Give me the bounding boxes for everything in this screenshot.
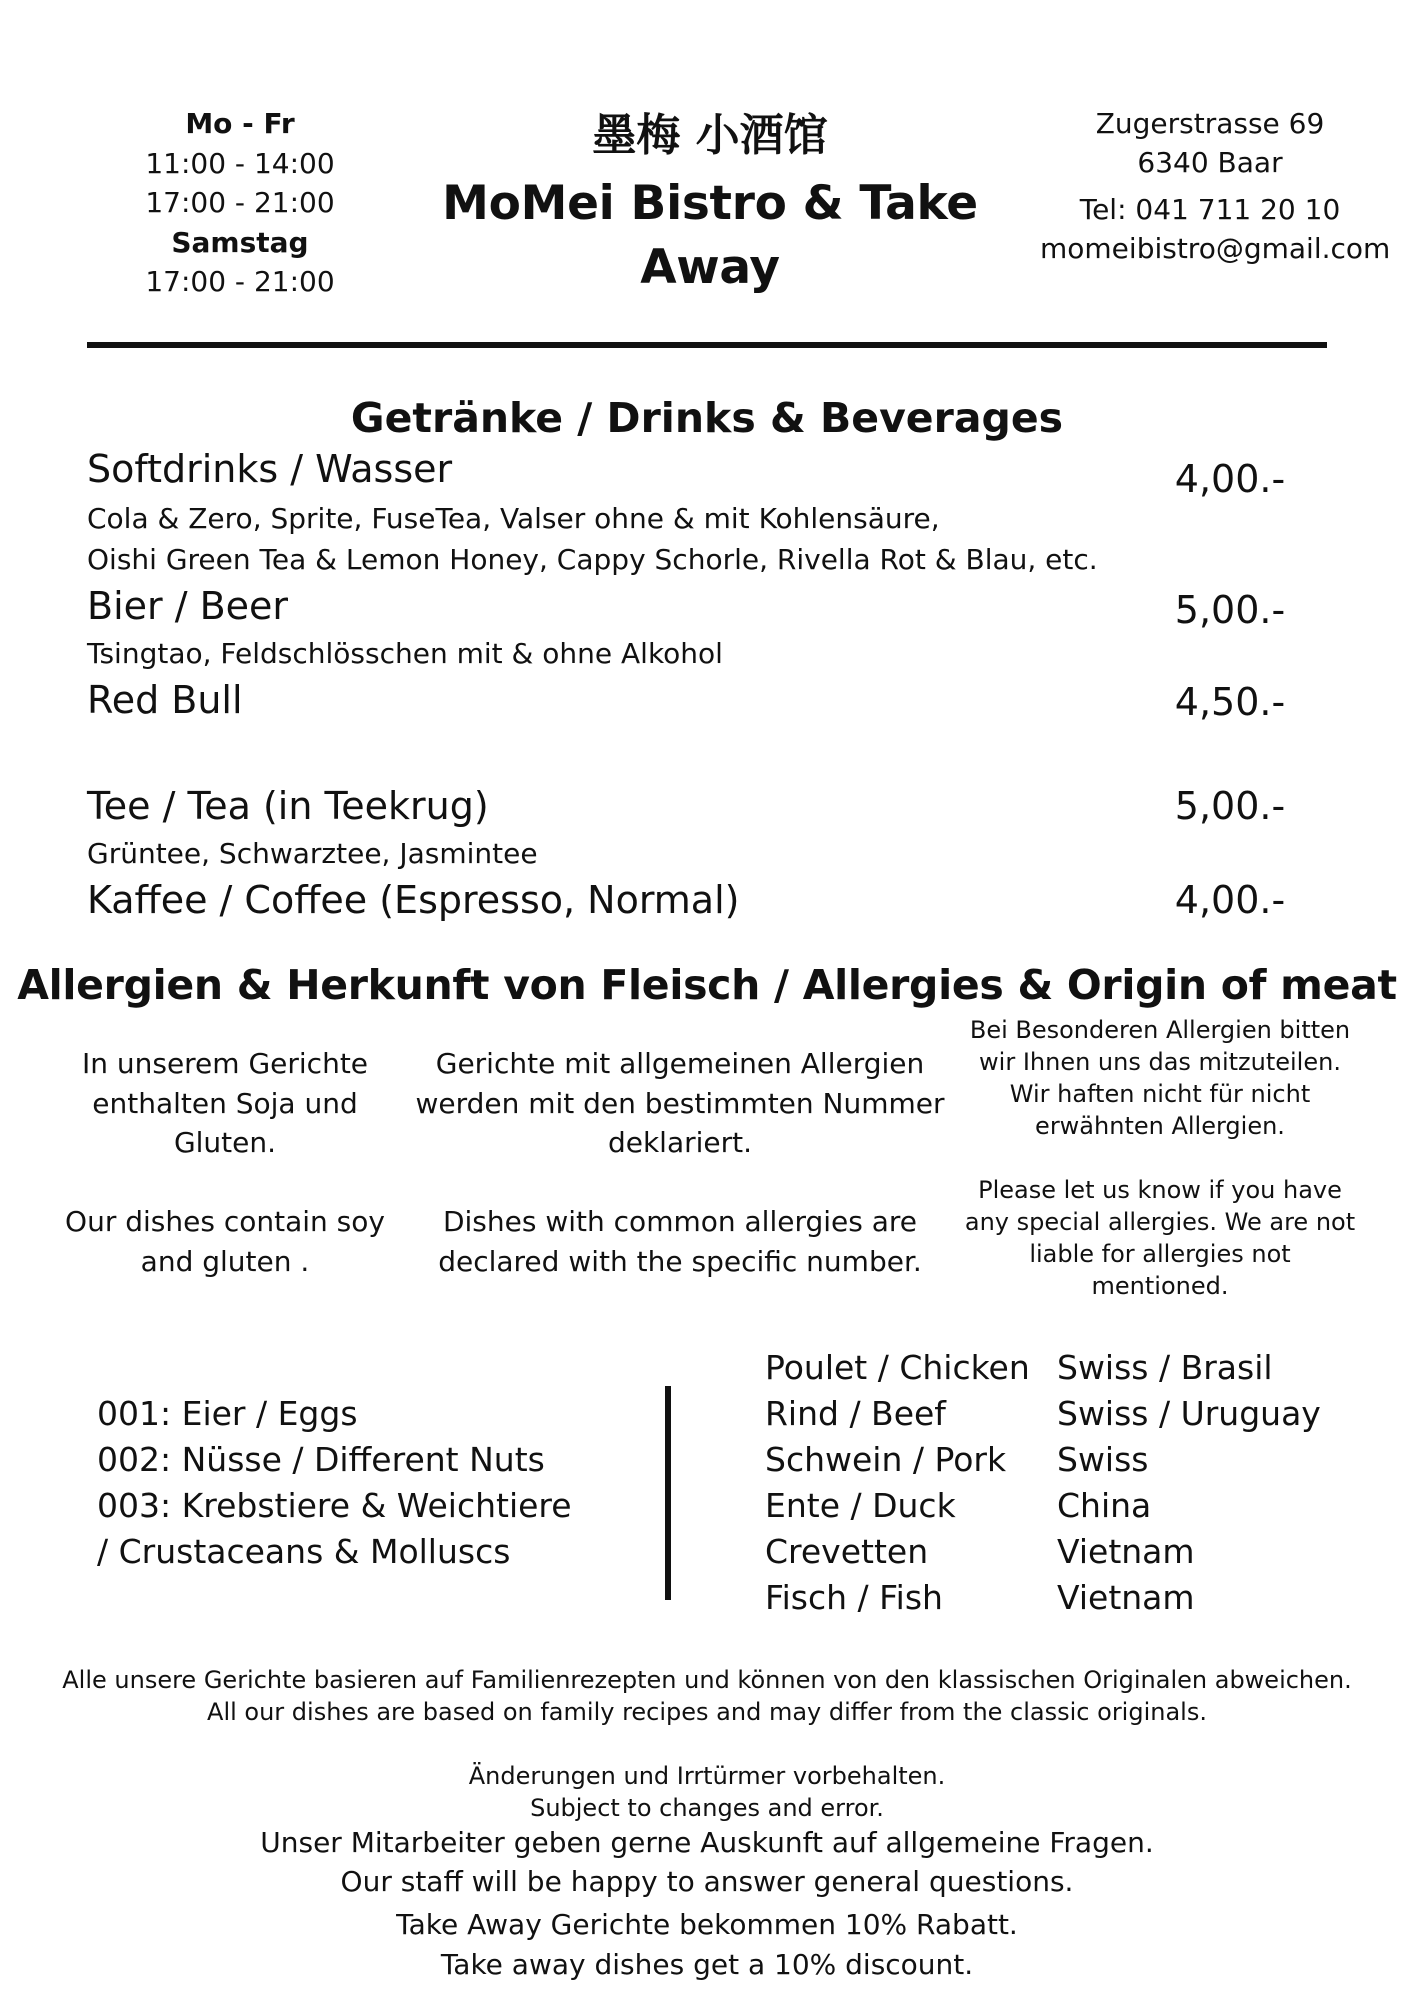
note-line: Bei Besonderen Allergien bitten [969,1016,1351,1044]
note-line: erwähnten Allergien. [1035,1112,1285,1140]
vertical-divider [665,1386,671,1600]
note-line: declared with the specific number. [438,1244,922,1278]
drink-name-beer: Bier / Beer [87,584,289,628]
note-line: and gluten . [140,1244,310,1278]
note-line: wir Ihnen uns das mitzuteilen. [979,1048,1341,1076]
note-line: In unserem Gerichte [81,1047,369,1080]
note-line: Our dishes contain soy [65,1205,385,1238]
allergy-note-soy-gluten [40,1044,410,1281]
restaurant-name: MoMei Bistro & Take Away [442,176,978,295]
drink-desc-beer: Tsingtao, Feldschlösschen mit & ohne Alkohol [87,637,723,670]
opening-hours [100,104,380,302]
meat-origin: Vietnam [1057,1532,1195,1571]
footer-discount-en: Take away dishes get a 10% discount. [440,1948,974,1981]
allergy-note-special [960,1014,1360,1302]
footer-recipes-en: All our dishes are based on family recipes and may differ from the classic originals. [207,1698,1207,1726]
weekday-slot-1: 11:00 - 14:00 [145,146,335,180]
drink-desc-tea: Grüntee, Schwarztee, Jasmintee [87,837,538,870]
drink-name-softdrinks: Softdrinks / Wasser [87,447,453,491]
allergen-code: / Crustaceans & Molluscs [97,1532,511,1571]
meat-origin-row [765,1345,1365,1391]
drink-price-redbull: 4,50.- [1174,680,1286,724]
weekday-slot-2: 17:00 - 21:00 [145,186,335,219]
drink-price-softdrinks: 4,00.- [1174,457,1286,501]
drink-name-redbull: Red Bull [87,678,243,722]
saturday-label: Samstag [171,225,309,259]
note-line: deklariert. [607,1126,753,1159]
meat-type: Fisch / Fish [765,1578,943,1617]
meat-type: Crevetten [765,1532,929,1571]
weekday-label: Mo - Fr [185,107,295,140]
meat-origin: Swiss / Uruguay [1057,1394,1321,1433]
note-line: enthalten Soja und [92,1086,358,1120]
note-line: Gluten. [173,1126,277,1159]
meat-origin-row [765,1483,1365,1529]
note-line: werden mit den bestimmten Nummer [415,1086,945,1120]
phone: Tel: 041 711 20 10 [1079,193,1341,226]
meat-origin: China [1057,1486,1152,1525]
footer-changes-de: Änderungen und Irrtürmer vorbehalten. [468,1762,946,1790]
drink-price-tea: 5,00.- [1174,784,1286,828]
footer-staff-en: Our staff will be happy to answer general questions. [340,1865,1074,1898]
note-line: Dishes with common allergies are [442,1205,918,1238]
allergen-code: 002: Nüsse / Different Nuts [97,1440,545,1479]
drink-name-tea: Tee / Tea (in Teekrug) [87,784,489,828]
drink-name-coffee: Kaffee / Coffee (Espresso, Normal) [87,878,740,922]
city: 6340 Baar [1137,146,1283,179]
drink-desc-softdrinks-1: Cola & Zero, Sprite, FuseTea, Valser ohne & mit Kohlensäure, [87,502,940,535]
note-line: Gerichte mit allgemeinen Allergien [435,1047,925,1080]
drink-desc-softdrinks-2: Oishi Green Tea & Lemon Honey, Cappy Schorle, Rivella Rot & Blau, etc. [87,543,1098,576]
header-divider [87,342,1327,348]
meat-origin-row [765,1575,1365,1621]
allergy-note-numbering [410,1044,950,1281]
meat-origin-row [765,1529,1365,1575]
allergen-codes [97,1391,572,1575]
meat-type: Ente / Duck [765,1486,956,1525]
note-line: mentioned. [1091,1272,1229,1300]
drink-price-coffee: 4,00.- [1174,878,1286,922]
footer-recipes-de: Alle unsere Gerichte basieren auf Familienrezepten und können von den klassischen Originalen abweichen. [62,1666,1352,1694]
note-line: Please let us know if you have [978,1176,1342,1204]
meat-origin-row [765,1437,1365,1483]
restaurant-name-chinese: 墨梅 小酒馆 [592,110,828,161]
meat-origin-table [765,1345,1365,1621]
note-line: any special allergies. We are not [964,1208,1356,1236]
meat-type: Poulet / Chicken [765,1348,1030,1387]
drink-price-beer: 5,00.- [1174,588,1286,632]
allergies-heading: Allergien & Herkunft von Fleisch / Allergies & Origin of meat [17,961,1397,1009]
footer-discount-de: Take Away Gerichte bekommen 10% Rabatt. [396,1908,1018,1941]
meat-origin: Swiss [1057,1440,1149,1479]
meat-origin-row [765,1391,1365,1437]
street: Zugerstrasse 69 [1095,107,1325,140]
meat-origin: Vietnam [1057,1578,1195,1617]
contact-info [1040,104,1391,268]
allergen-code: 001: Eier / Eggs [97,1394,358,1433]
footer-staff-de: Unser Mitarbeiter geben gerne Auskunft auf allgemeine Fragen. [260,1826,1154,1859]
footer-changes-en: Subject to changes and error. [530,1794,884,1822]
meat-type: Rind / Beef [765,1394,946,1433]
note-line: liable for allergies not [1029,1240,1291,1268]
meat-type: Schwein / Pork [765,1440,1007,1479]
note-line: Wir haften nicht für nicht [1009,1080,1311,1108]
allergen-code: 003: Krebstiere & Weichtiere [97,1486,572,1525]
saturday-slot: 17:00 - 21:00 [145,265,335,298]
meat-origin: Swiss / Brasil [1057,1348,1273,1387]
email: momeibistro@gmail.com [1040,232,1391,265]
drinks-heading: Getränke / Drinks & Beverages [350,394,1064,442]
